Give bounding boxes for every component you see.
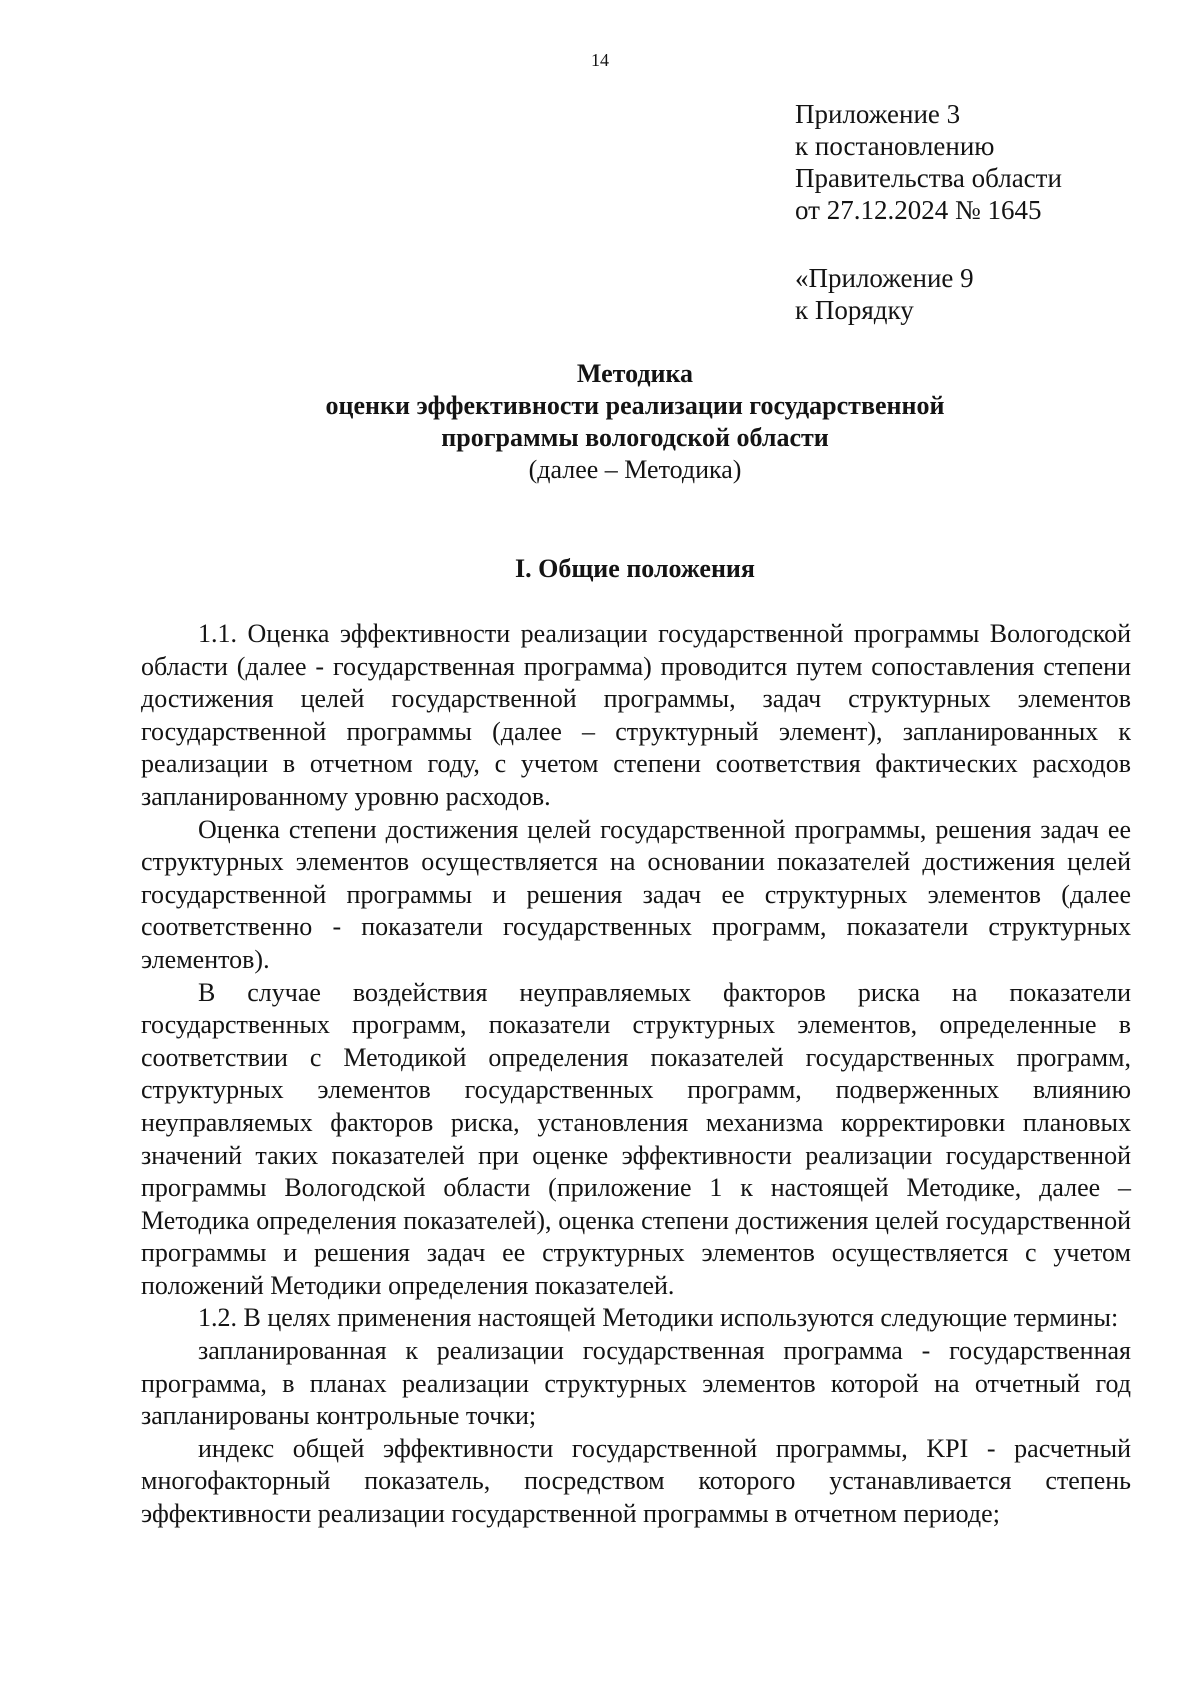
appendix-line: Правительства области [795,163,1062,193]
title-subtitle: (далее – Методика) [528,455,742,484]
paragraph: В случае воздействия неуправляемых факторов риска на показатели государственных программ, показатели структурных элементов, определенные в соответствии с Методикой определения показателей государственных программ, структурных элементов государственных программ, подверженных влиянию неуправляемых факторов риска, установления механизма корректировки плановых значений таких показателей при оценке эффективности реализации государственной программы Вологодской области (приложение 1 к настоящей Методике, далее – Методика определения показателей), оценка степени достижения целей государственной программы и решения задач ее структурных элементов осуществляется с учетом положений Методики определения показателей. [141,977,1131,1300]
document-title [0,358,1200,486]
paragraph: 1.1. Оценка эффективности реализации государственной программы Вологодской области (далее - государственная программа) проводится путем сопоставления степени достижения целей государственной программы, задач структурных элементов государственной программы (далее – структурный элемент), запланированных к реализации в отчетном году, с учетом степени соответствия фактических расходов запланированному уровню расходов. [141,619,1131,811]
appendix-reference [795,98,1062,226]
appendix-line: от 27.12.2024 № 1645 [795,195,1042,225]
paragraph: 1.2. В целях применения настоящей Методики используются следующие термины: [198,1303,1119,1333]
title-line: программы вологодской области [441,423,829,452]
inner-appendix-reference [795,262,974,326]
title-line: оценки эффективности реализации государственной [325,391,945,420]
inner-appendix-line: «Приложение 9 [795,263,974,293]
title-line: Методика [576,359,694,388]
paragraph: запланированная к реализации государственная программа - государственная программа, в планах реализации структурных элементов которой на отчетный год запланированы контрольные точки; [141,1336,1131,1431]
appendix-line: Приложение 3 [795,99,961,129]
paragraph: индекс общей эффективности государственной программы, KPI - расчетный многофакторный показатель, посредством которого устанавливается степень эффективности реализации государственной программы в отчетном периоде; [141,1433,1131,1529]
section-heading: I. Общие положения [515,554,755,583]
paragraph: Оценка степени достижения целей государственной программы, решения задач ее структурных элементов осуществляется на основании показателей достижения целей государственной программы и решения задач ее структурных элементов (далее соответственно - показатели государственных программ, показатели структурных элементов). [141,814,1131,974]
document-body [141,618,1131,1531]
page-number: 14 [591,50,609,70]
appendix-line: к постановлению [795,131,995,161]
inner-appendix-line: к Порядку [795,295,914,325]
